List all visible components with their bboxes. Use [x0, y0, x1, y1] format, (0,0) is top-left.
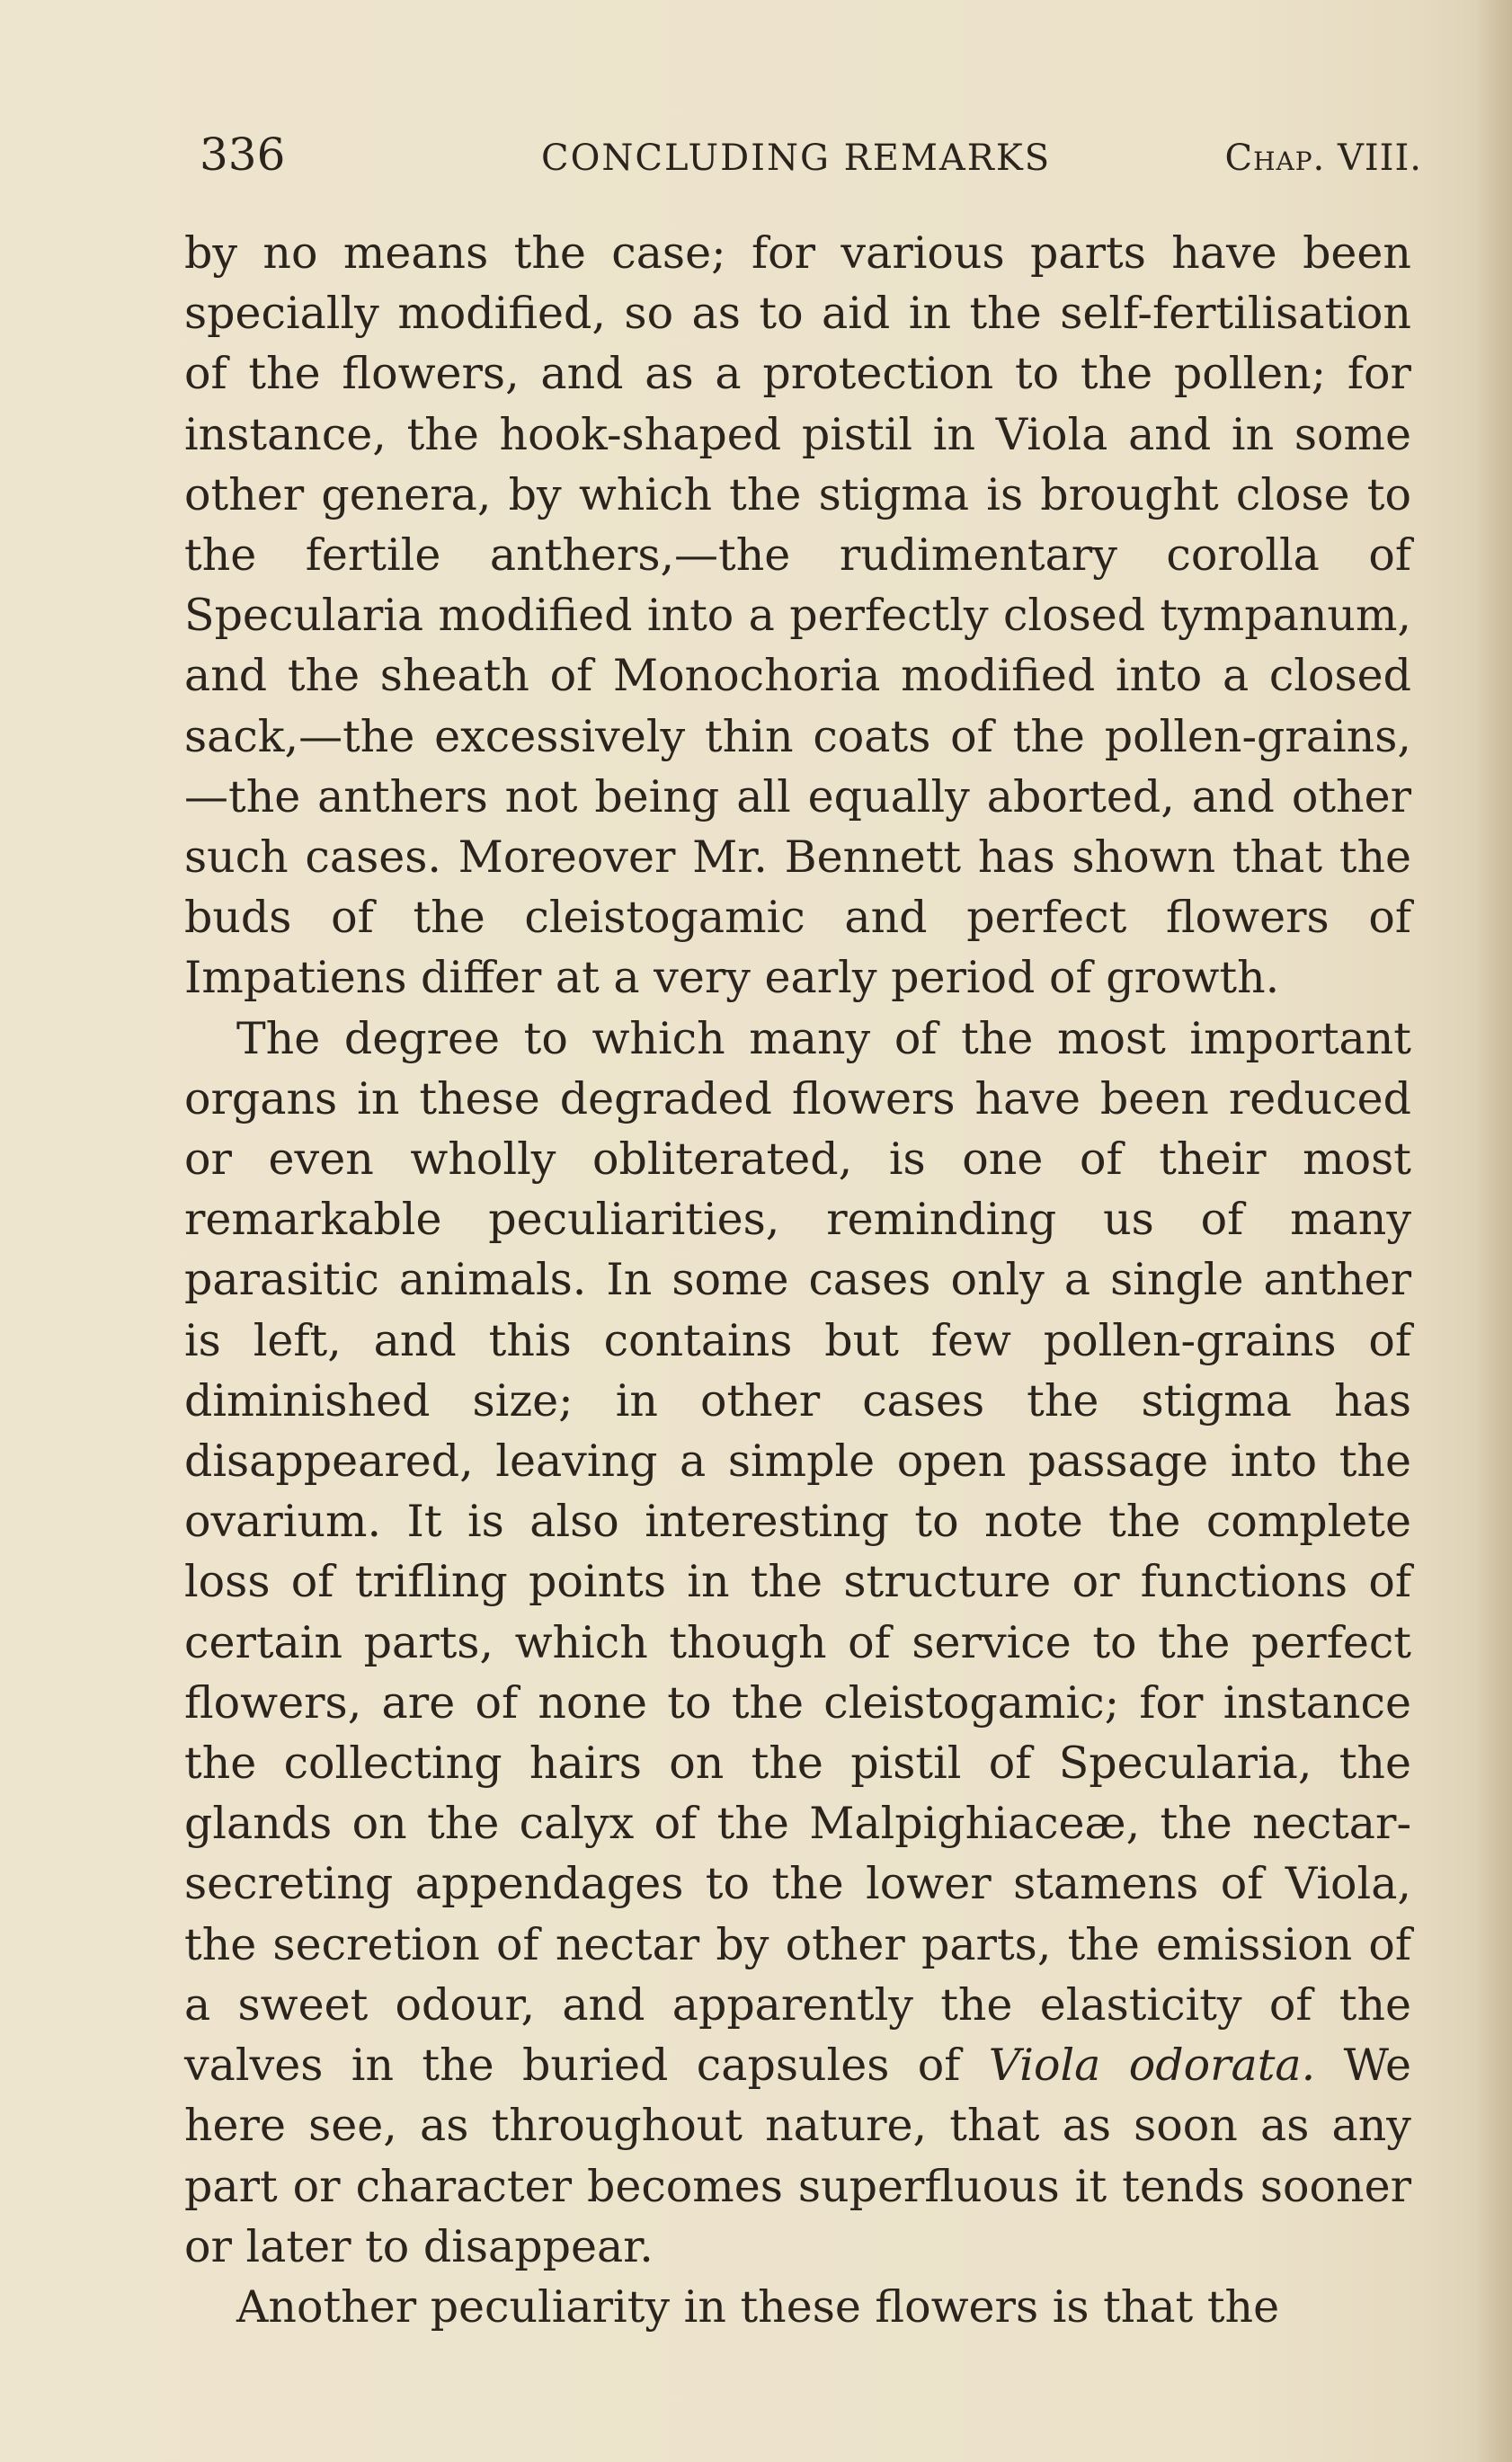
- paragraph-2-text-b: We here see, as throughout nature, that as soon as any part or character becomes superfluous it tends sooner or later to disappear.: [184, 2040, 1411, 2272]
- page-header: [200, 126, 1422, 189]
- running-head: CONCLUDING REMARKS: [541, 138, 1052, 179]
- paragraph-3: Another peculiarity in these flowers is that the: [236, 2280, 1280, 2333]
- body-text: [184, 223, 1411, 2337]
- paragraph-2: [184, 1009, 1411, 2277]
- species-name-italic: Viola odorata.: [988, 2040, 1316, 2092]
- page-edge-shadow: [1476, 0, 1512, 2462]
- page-number: 336: [200, 129, 286, 181]
- chapter-reference: Chap. VIII.: [1224, 138, 1422, 179]
- paragraph-1: by no means the case; for various parts have been specially modified, so as to aid in the self-fertilisation of the flowers, and as a protection to the pollen; for instance, the hook-shaped pistil in Viola and in some other genera, by which the stigma is brought close to the fertile anthers,—the rudimentary corolla of Specularia modified into a perfectly closed tympanum, and the sheath of Monochoria modified into a closed sack,—the excessively thin coats of the pollen-grains, —the anthers not being all equally aborted, and other such cases. Moreover Mr. Bennett has shown that the buds of the cleistogamic and perfect flowers of Impatiens differ at a very early period of growth.: [184, 227, 1411, 1004]
- paragraph-2-text-a: The degree to which many of the most important organs in these degraded flowers have been reduced or even wholly obliterated, is one of their most remarkable peculiarities, reminding us of many parasitic animals. In some cases only a single anther is left, and this contains but few pollen-grains of diminished size; in other cases the stigma has disappeared, leaving a simple open passage into the ovarium. It is also interesting to note the complete loss of trifling points in the structure or functions of certain parts, which though of service to the perfect flowers, are of none to the cleistogamic; for instance the collecting hairs on the pistil of Specularia, the glands on the calyx of the Malpighiaceæ, the nectar-secreting appendages to the lower stamens of Viola, the secretion of nectar by other parts, the emission of a sweet odour, and apparently the elasticity of the valves in the buried capsules of: [184, 1012, 1411, 2092]
